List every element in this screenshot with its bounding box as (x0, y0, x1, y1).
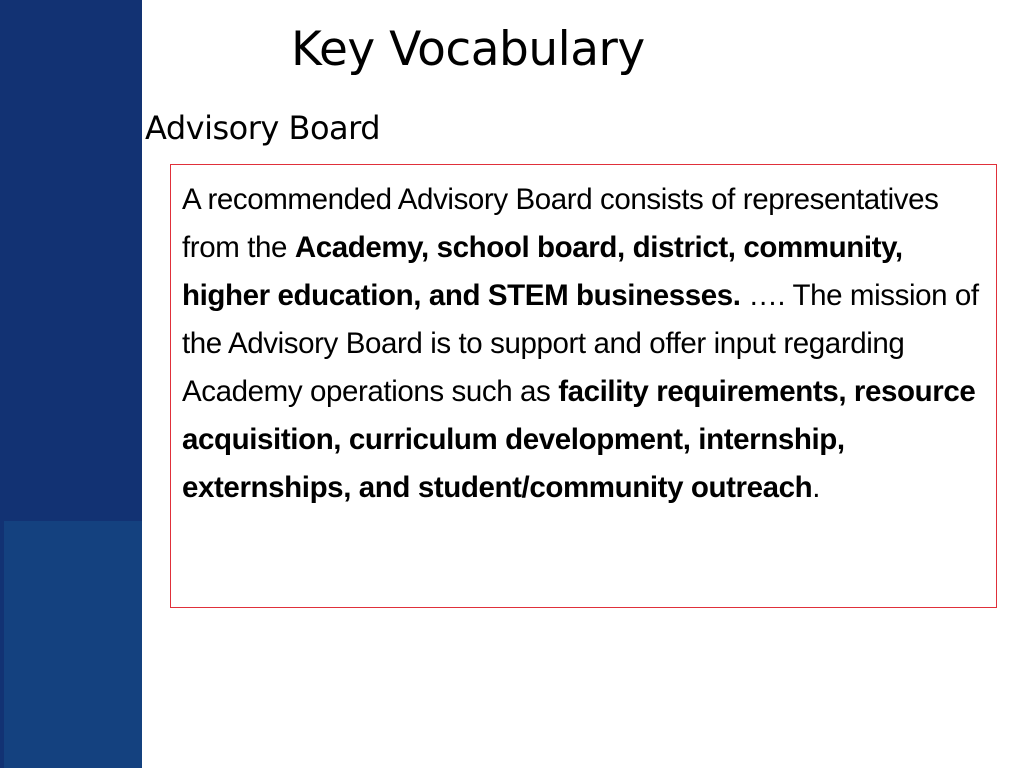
sidebar-band-bottom (0, 521, 142, 768)
definition-box (170, 164, 997, 608)
definition-bold-2: facility requirements, resource acquisition, curriculum development, internship, externships, and student/community outreach (182, 375, 976, 504)
definition-bold-1: Academy, school board, district, community, higher education, and STEM businesses. (182, 231, 903, 312)
vocabulary-term: Advisory Board (145, 109, 381, 147)
definition-part-2: …. The mission of the Advisory Board is to support and offer input regarding Academy operations such as (182, 279, 979, 408)
definition-text (182, 176, 992, 512)
sidebar-edge (0, 521, 4, 768)
definition-part-1: A recommended Advisory Board consists of representatives from the (182, 183, 939, 264)
slide-title: Key Vocabulary (291, 22, 645, 77)
definition-part-3: . (812, 471, 821, 504)
sidebar-band-top (0, 0, 142, 521)
